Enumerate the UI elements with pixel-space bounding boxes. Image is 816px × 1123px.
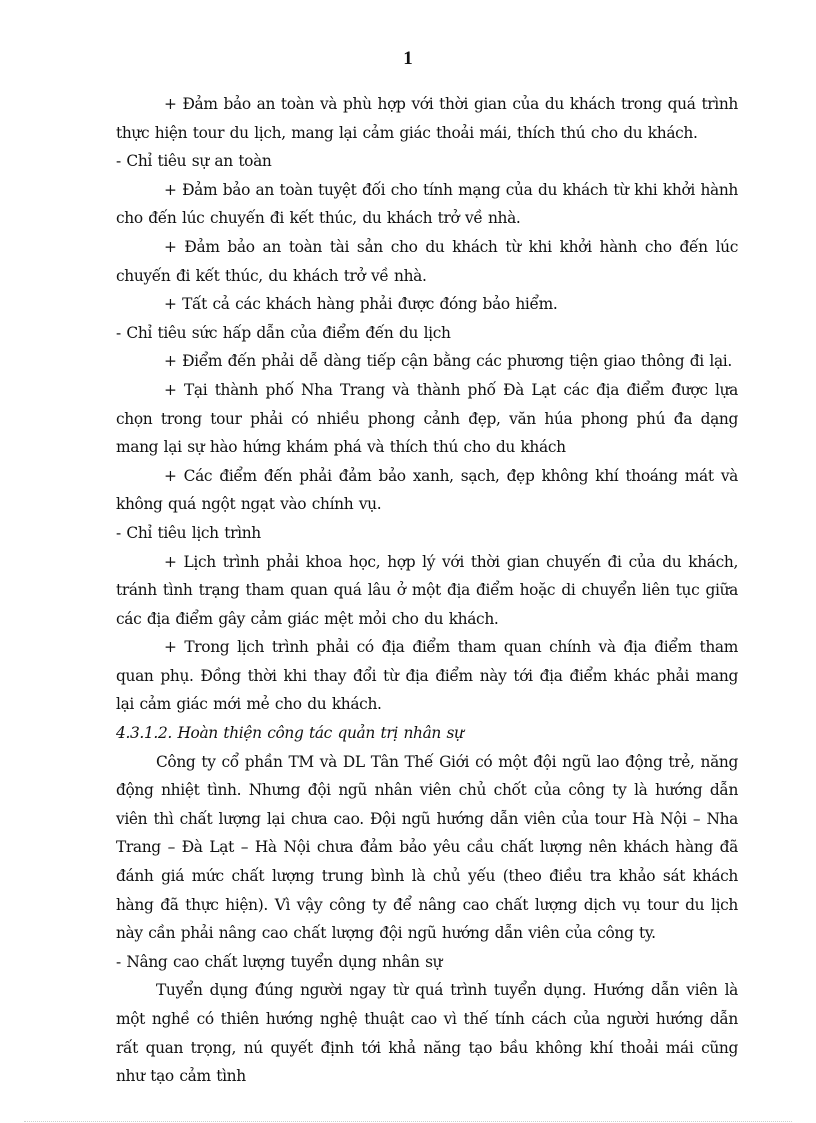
criterion-recruitment: - Nâng cao chất lượng tuyển dụng nhân sự (116, 952, 443, 971)
criterion-safety: - Chỉ tiêu sự an toàn (116, 152, 272, 171)
paragraph-insurance: + Tất cả các khách hàng phải được đóng bảo hiểm. (164, 295, 558, 314)
paragraph-property-safety: + Đảm bảo an toàn tài sản cho du khách từ khi khởi hành cho đến lúc chuyến đi kết thúc, du khách trở về nhà. (116, 237, 738, 285)
paragraph-staff: Công ty cổ phần TM và DL Tân Thế Giới có một đội ngũ lao động trẻ, năng động nhiệt tình. Nhưng đội ngũ nhân viên chủ chốt của công ty là hướng dẫn viên thì chất lượng lại chưa cao. Đội ngũ hướng dẫn viên của tour Hà Nội – Nha Trang – Đà Lạt – Hà Nội chưa đảm bảo yêu cầu chất lượng nên khách hàng đã đánh giá mức chất lượng trung bình là chủ yếu (theo điều tra khảo sát khách hàng đã thực hiện). Vì vậy công ty để nâng cao chất lượng dịch vụ tour du lịch này cần phải nâng cao chất lượng đội ngũ hướng dẫn viên của công ty. (116, 752, 738, 943)
paragraph-cleanliness: + Các điểm đến phải đảm bảo xanh, sạch, đẹp không khí thoáng mát và không quá ngột ngạt vào chính vụ. (116, 466, 738, 514)
paragraph-itinerary-sites: + Trong lịch trình phải có địa điểm tham quan chính và địa điểm tham quan phụ. Đồng thời khi thay đổi từ địa điểm này tới địa điểm khác phải mang lại cảm giác mới mẻ cho du khách. (116, 638, 738, 714)
paragraph-recruitment: Tuyển dụng đúng người ngay từ quá trình tuyển dụng. Hướng dẫn viên là một nghề có thiên hướng nghệ thuật cao vì thế tính cách của người hướng dẫn rất quan trọng, nú quyết định tới khả năng tạo bầu không khí thoải mái cũng như tạo cảm tình (116, 981, 738, 1086)
criterion-attractiveness: - Chỉ tiêu sức hấp dẫn của điểm đến du lịch (116, 323, 451, 342)
page-bottom-border (24, 1121, 792, 1122)
section-heading: 4.3.1.2. Hoàn thiện công tác quản trị nhân sự (116, 724, 464, 743)
paragraph-itinerary-science: + Lịch trình phải khoa học, hợp lý với thời gian chuyến đi của du khách, tránh tình trạng tham quan quá lâu ở một địa điểm hoặc di chuyển liên tục giữa các địa điểm gây cảm giác mệt mỏi cho du khách. (116, 552, 738, 628)
paragraph-accessibility: + Điểm đến phải dễ dàng tiếp cận bằng các phương tiện giao thông đi lại. (164, 352, 732, 371)
page-number: 1 (403, 48, 413, 69)
document-body (116, 90, 738, 1091)
paragraph-scenery: + Tại thành phố Nha Trang và thành phố Đà Lạt các địa điểm được lựa chọn trong tour phải có nhiều phong cảnh đẹp, văn húa phong phú đa dạng mang lại sự hào hứng khám phá và thích thú cho du khách (116, 380, 738, 457)
criterion-itinerary: - Chỉ tiêu lịch trình (116, 523, 261, 542)
paragraph-life-safety: + Đảm bảo an toàn tuyệt đối cho tính mạng của du khách từ khi khởi hành cho đến lúc chuyến đi kết thúc, du khách trở về nhà. (116, 180, 738, 228)
paragraph-safety-time: + Đảm bảo an toàn và phù hợp với thời gian của du khách trong quá trình thực hiện tour du lịch, mang lại cảm giác thoải mái, thích thú cho du khách. (116, 95, 738, 142)
